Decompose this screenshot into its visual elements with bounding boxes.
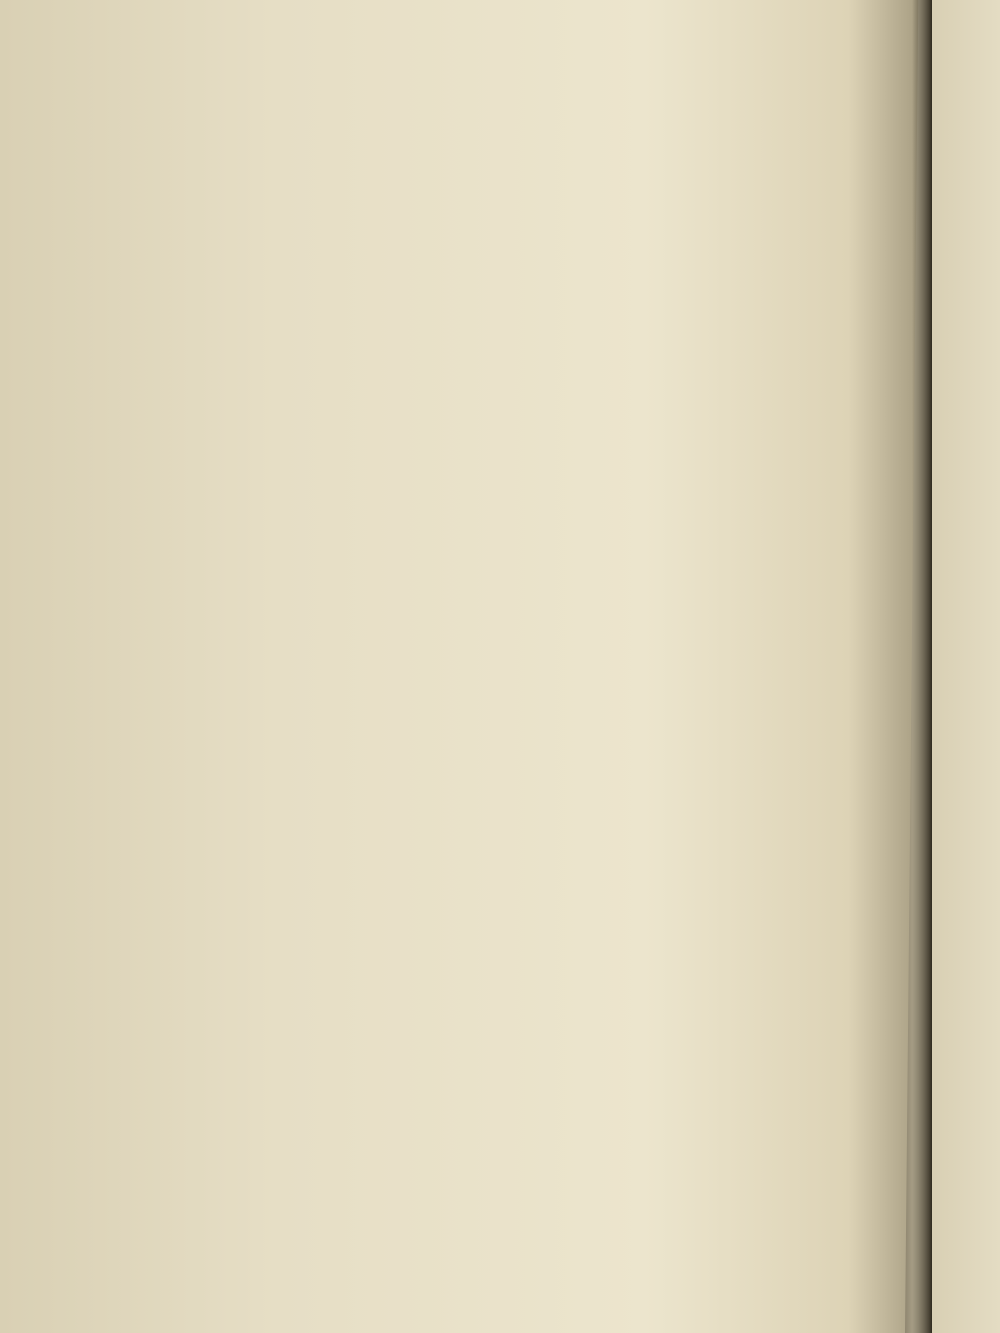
section-heading [84, 12, 885, 74]
top-paragraph [86, 0, 885, 18]
text-block [83, 0, 885, 88]
book-gutter [912, 0, 932, 1333]
